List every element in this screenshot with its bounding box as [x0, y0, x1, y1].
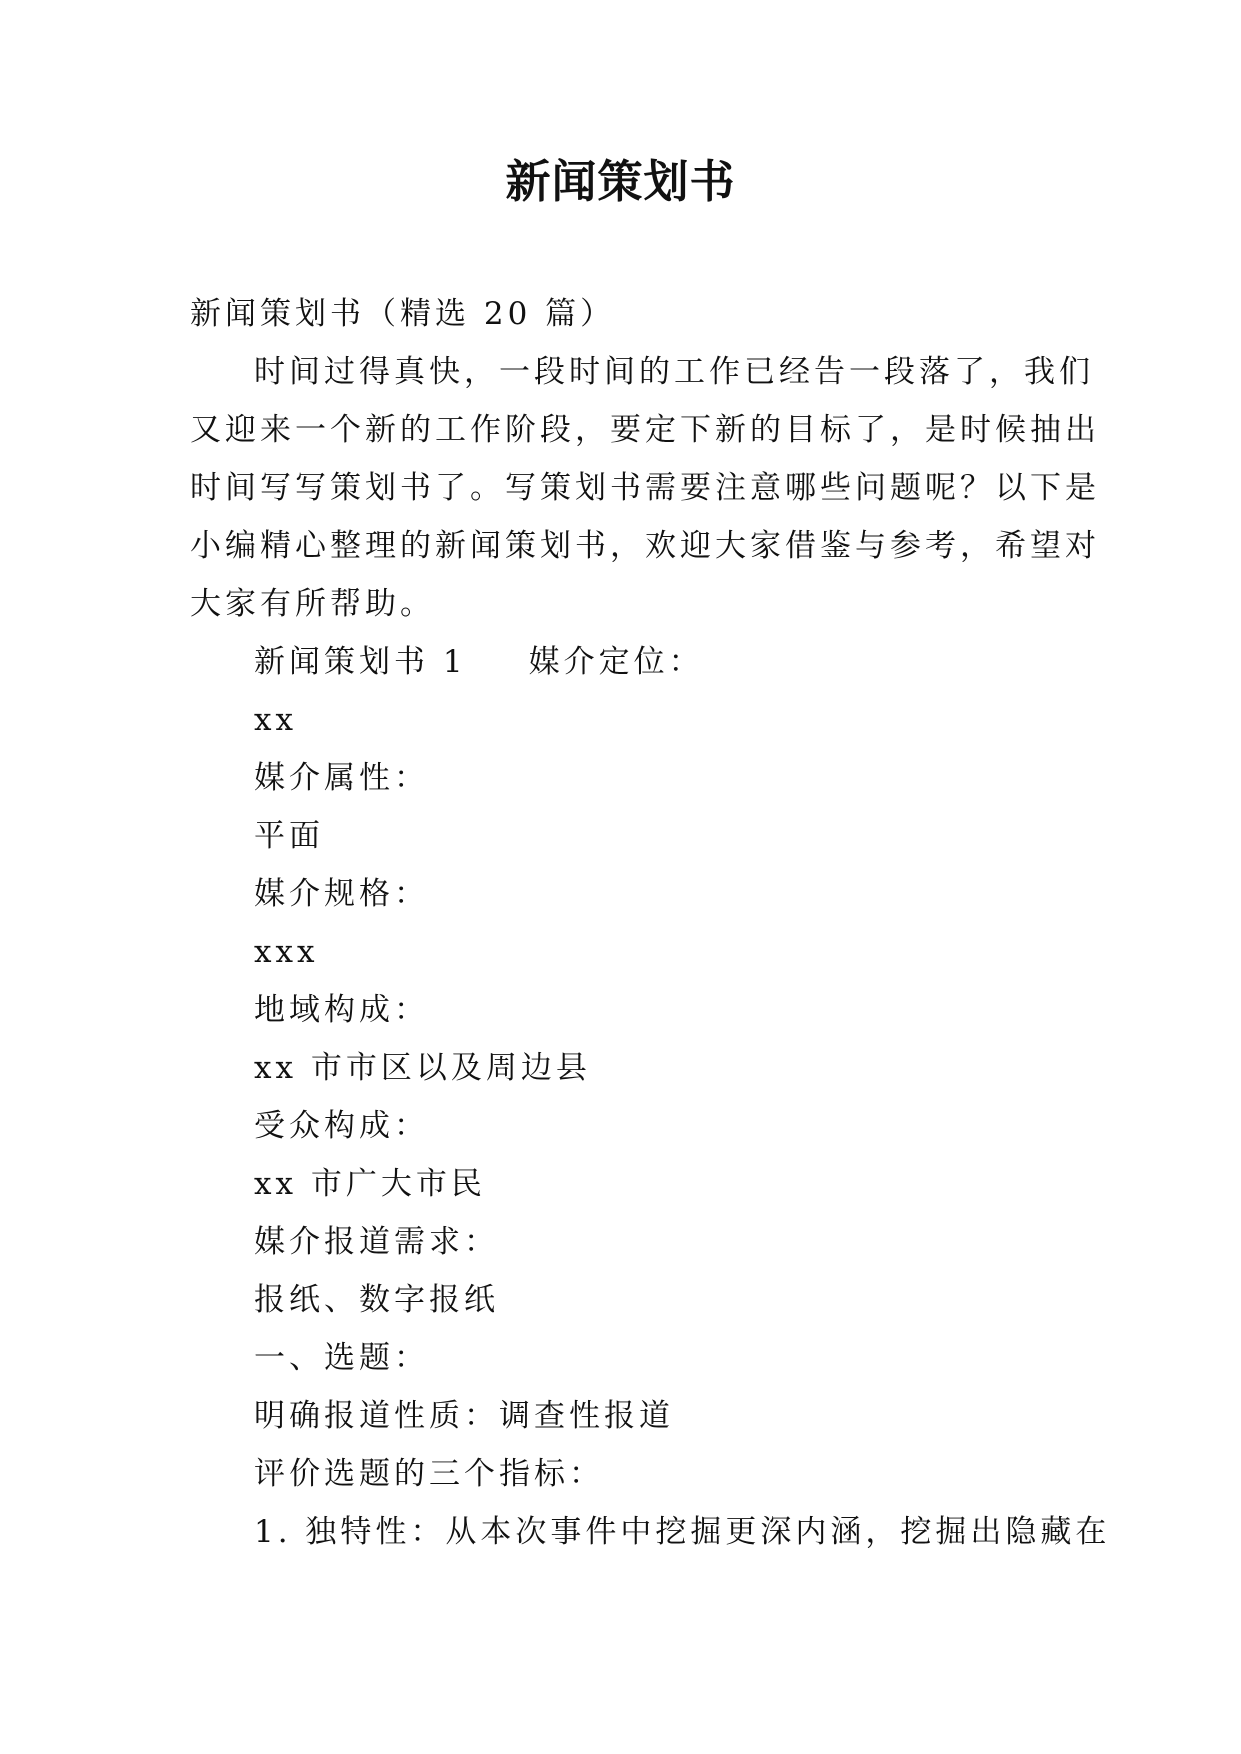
document-title: 新闻策划书	[505, 155, 736, 208]
body-line: 评价选题的三个指标：	[254, 1456, 604, 1492]
section-heading-line	[190, 633, 1050, 691]
intro-paragraph	[190, 343, 1100, 633]
body-line: xx 市市区以及周边县	[254, 1050, 591, 1086]
body-line: 明确报道性质：调查性报道	[254, 1398, 674, 1434]
body-line: 媒介报道需求：	[254, 1224, 499, 1260]
body-line: xxx	[254, 934, 319, 970]
body-line: xx 市广大市民	[254, 1166, 486, 1202]
intro-line: 大家有所帮助。	[190, 586, 435, 622]
document-body	[190, 285, 1111, 1561]
document-subtitle: 新闻策划书（精选 20 篇）	[190, 296, 616, 332]
intro-line: 小编精心整理的新闻策划书，欢迎大家借鉴与参考，希望对	[190, 528, 1100, 564]
body-line: 媒介属性：	[254, 760, 429, 796]
intro-line: 时间过得真快，一段时间的工作已经告一段落了，我们	[254, 354, 1094, 390]
section-first-label: 媒介定位：	[528, 644, 704, 680]
intro-line: 时间写写策划书了。写策划书需要注意哪些问题呢？以下是	[190, 470, 1100, 506]
body-line: 报纸、数字报纸	[254, 1282, 499, 1318]
body-line: 媒介规格：	[254, 876, 429, 912]
body-line: xx	[254, 702, 297, 738]
body-line: 一、选题：	[254, 1340, 429, 1376]
body-line: 平面	[254, 818, 324, 854]
intro-line: 又迎来一个新的工作阶段，要定下新的目标了，是时候抽出	[190, 412, 1100, 448]
body-line: 1. 独特性：从本次事件中挖掘更深内涵，挖掘出隐藏在	[254, 1514, 1111, 1550]
section-heading: 新闻策划书 1	[254, 644, 467, 680]
body-line: 受众构成：	[254, 1108, 429, 1144]
body-line: 地域构成：	[254, 992, 429, 1028]
